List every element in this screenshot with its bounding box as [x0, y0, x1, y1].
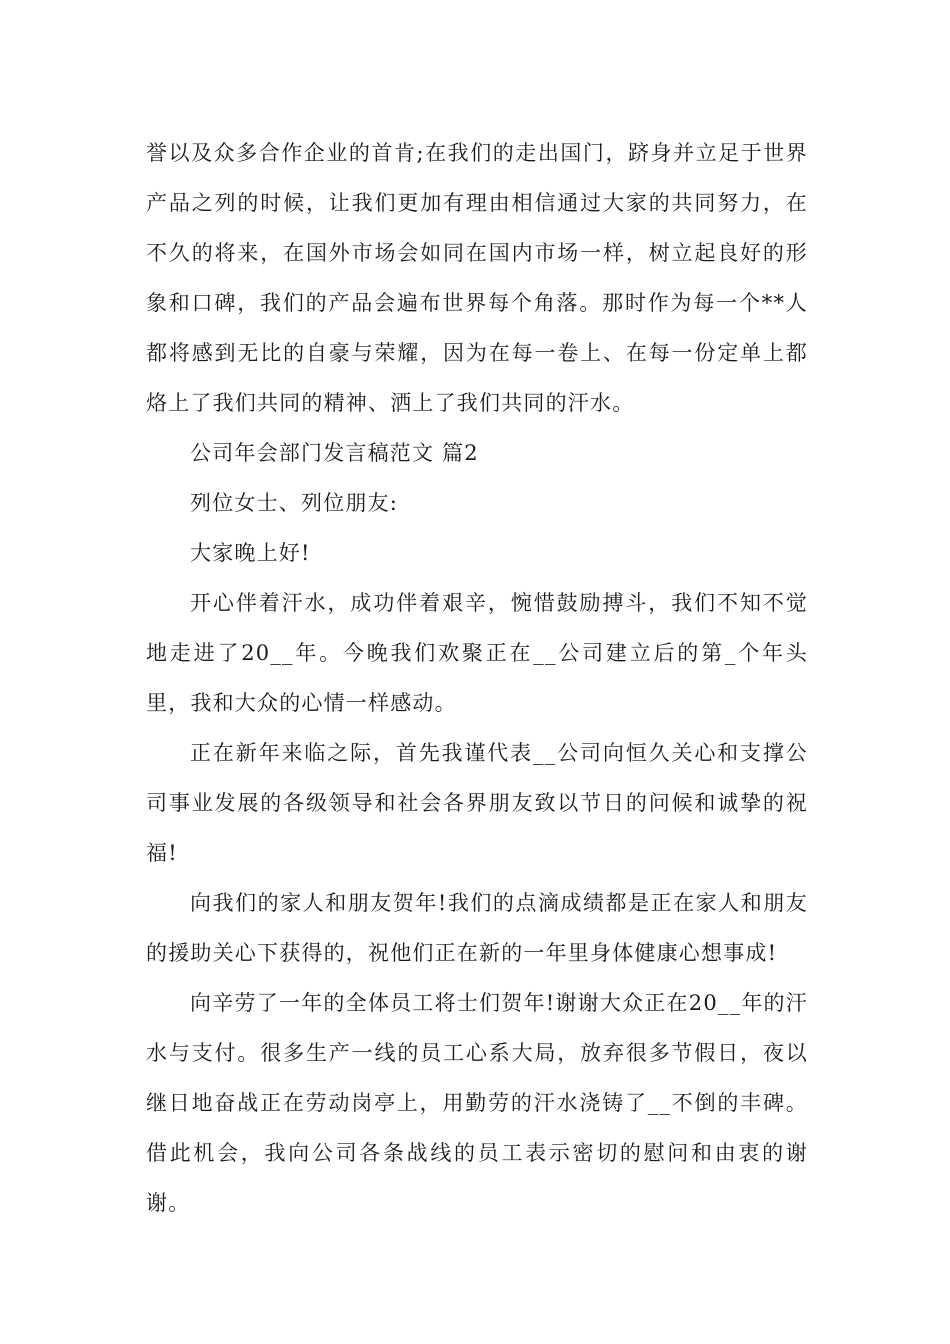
greeting: 大家晚上好! [190, 541, 311, 565]
paragraph: 向我们的家人和朋友贺年!我们的点滴成绩都是正在家人和朋友的援助关心下获得的，祝他们正在新的一年里身体健康心想事成! [146, 891, 808, 965]
section-heading: 公司年会部门发言稿范文 篇2 [190, 441, 479, 465]
paragraph: 誉以及众多合作企业的首肯;在我们的走出国门，跻身并立足于世界产品之列的时候，让我们更加有理由相信通过大家的共同努力，在不久的将来，在国外市场会如同在国内市场一样，树立起良好的形象和口碑，我们的产品会遍布世界每个角落。那时作为每一个**人都将感到无比的自豪与荣耀，因为在每一卷上、在每一份定单上都烙上了我们共同的精神、洒上了我们共同的汗水。 [146, 141, 808, 415]
paragraph: 正在新年来临之际，首先我谨代表__公司向恒久关心和支撑公司事业发展的各级领导和社会各界朋友致以节日的问候和诚挚的祝福! [146, 741, 808, 865]
salutation: 列位女士、列位朋友: [190, 491, 399, 515]
document-body [146, 128, 808, 1228]
paragraph: 向辛劳了一年的全体员工将士们贺年!谢谢大众正在20__年的汗水与支付。很多生产一线的员工心系大局，放弃很多节假日，夜以继日地奋战正在劳动岗亭上，用勤劳的汗水浇铸了__不倒的丰碑。借此机会，我向公司各条战线的员工表示密切的慰问和由衷的谢谢。 [146, 991, 808, 1215]
paragraph: 开心伴着汗水，成功伴着艰辛，惋惜鼓励搏斗，我们不知不觉地走进了20__年。今晚我们欢聚正在__公司建立后的第_个年头里，我和大众的心情一样感动。 [146, 591, 808, 715]
